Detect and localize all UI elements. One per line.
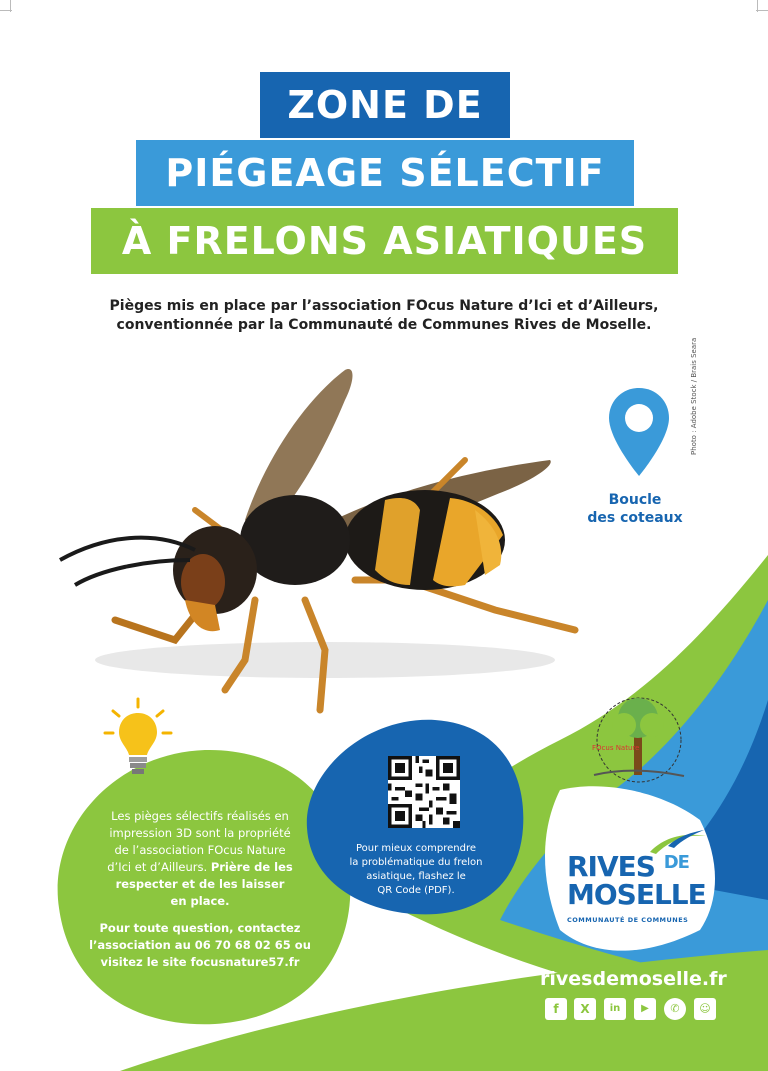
- title-line-3: À FRELONS ASIATIQUES: [91, 208, 678, 274]
- photo-credit: Photo : Adobe Stock / Brais Seara: [690, 337, 698, 455]
- green-bubble-contact: Pour toute question, contactez l’association au 06 70 68 02 65 ou visitez le site focusnature57.fr: [89, 921, 311, 969]
- focus-nature-logo: [584, 690, 694, 790]
- location-label-2: des coteaux: [587, 510, 683, 526]
- light-bulb-icon: [103, 697, 173, 783]
- qr-code[interactable]: [388, 756, 460, 828]
- linkedin-icon[interactable]: in: [604, 998, 626, 1020]
- subtitle-line-2: conventionnée par la Communauté de Communes Rives de Moselle.: [116, 317, 652, 333]
- facebook-icon[interactable]: f: [545, 998, 567, 1020]
- location-pin-icon: [609, 388, 669, 476]
- svg-text:FOcus Nature: FOcus Nature: [592, 744, 640, 752]
- title-line-2: PIÉGEAGE SÉLECTIF: [136, 140, 634, 206]
- green-bubble-text: Les pièges sélectifs réalisés en impression 3D sont la propriété de l’association FOcus Nature d’Ici et d’Ailleurs. Prière de les respecter et de les laisser en place.: [107, 809, 293, 908]
- x-icon[interactable]: X: [574, 998, 596, 1020]
- youtube-icon[interactable]: ▶: [634, 998, 656, 1020]
- app-icon[interactable]: ☺: [694, 998, 716, 1020]
- location-label-1: Boucle: [608, 492, 662, 508]
- whatsapp-icon[interactable]: ✆: [664, 998, 686, 1020]
- title-line-1: ZONE DE: [260, 72, 510, 138]
- subtitle-line-1: Pièges mis en place par l’association FOcus Nature d’Ici et d’Ailleurs,: [109, 298, 659, 314]
- website-link[interactable]: rivesdemoselle.fr: [540, 968, 727, 990]
- brand-rives: RIVES $^{DE}$: [567, 850, 689, 883]
- blue-bubble-text: Pour mieux comprendre la problématique du frelon asiatique, flashez le QR Code (PDF).: [349, 843, 483, 896]
- brand-moselle: MOSELLE: [567, 878, 706, 911]
- brand-subtitle: COMMUNAUTÉ DE COMMUNES: [567, 916, 689, 924]
- hornet-image: [55, 360, 615, 730]
